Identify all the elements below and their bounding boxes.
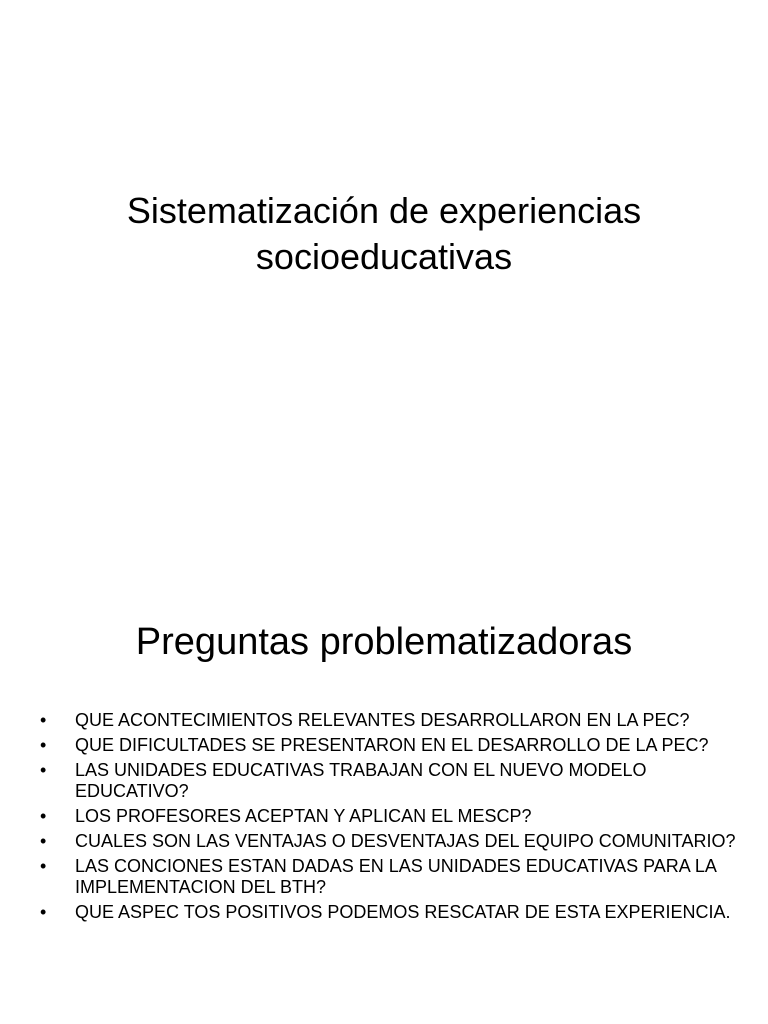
bullet-icon: • — [40, 760, 47, 780]
question-text: LOS PROFESORES ACEPTAN Y APLICAN EL MESCP? — [75, 806, 532, 826]
question-item — [40, 856, 740, 898]
bullet-icon: • — [40, 710, 47, 730]
question-text: CUALES SON LAS VENTAJAS O DESVENTAJAS DEL EQUIPO COMUNITARIO? — [75, 831, 736, 851]
question-text: QUE DIFICULTADES SE PRESENTARON EN EL DESARROLLO DE LA PEC? — [75, 735, 709, 755]
question-item — [40, 710, 740, 731]
title-line-2: socioeducativas — [255, 235, 513, 277]
question-list — [40, 710, 740, 927]
question-item — [40, 735, 740, 756]
question-text: LAS CONCIONES ESTAN DADAS EN LAS UNIDADES EDUCATIVAS PARA LA IMPLEMENTACION DEL BTH? — [75, 856, 716, 897]
question-text: LAS UNIDADES EDUCATIVAS TRABAJAN CON EL NUEVO MODELO EDUCATIVO? — [75, 760, 647, 801]
bullet-icon: • — [40, 831, 47, 851]
question-item — [40, 760, 740, 802]
question-item — [40, 831, 740, 852]
question-item — [40, 902, 740, 923]
slide-title — [40, 188, 728, 279]
bullet-icon: • — [40, 902, 47, 922]
bullet-icon: • — [40, 735, 47, 755]
question-item — [40, 806, 740, 827]
bullet-icon: • — [40, 806, 47, 826]
slide-title: Preguntas problematizadoras — [135, 621, 633, 663]
title-line-1: Sistematización de experiencias — [126, 190, 642, 231]
question-text: QUE ACONTECIMIENTOS RELEVANTES DESARROLLARON EN LA PEC? — [75, 710, 690, 730]
question-text: QUE ASPEC TOS POSITIVOS PODEMOS RESCATAR DE ESTA EXPERIENCIA. — [75, 902, 731, 922]
questions-slide — [0, 576, 768, 1024]
bullet-icon: • — [40, 856, 47, 876]
